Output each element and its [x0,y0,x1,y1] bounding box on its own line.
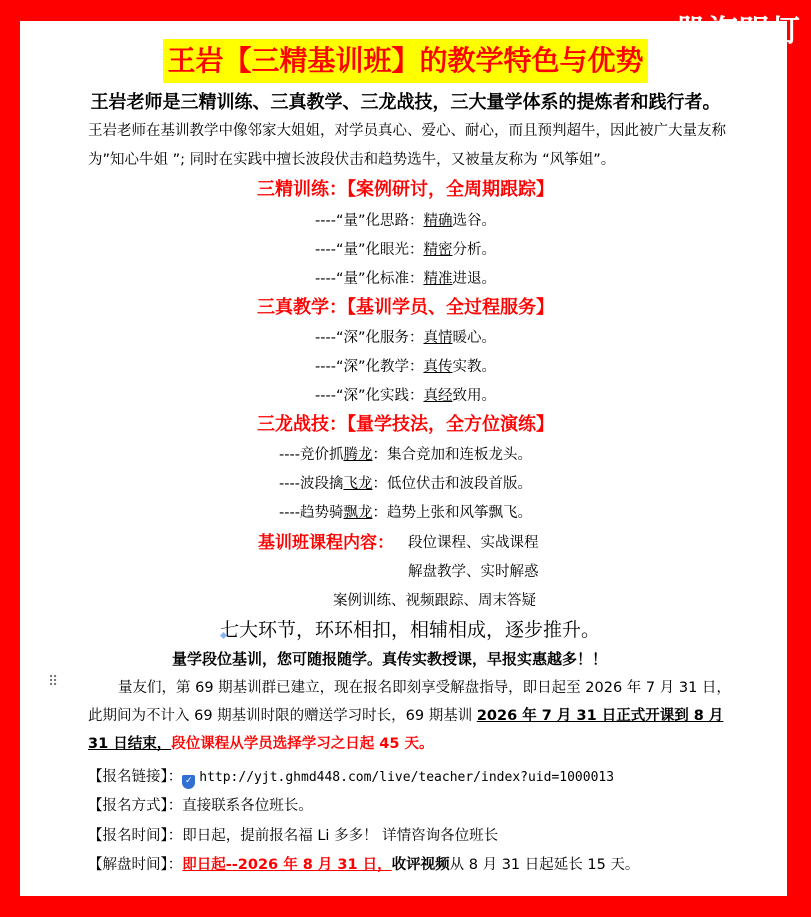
section-item: ----“深”化服务：真情暖心。 [315,330,496,346]
section-heading: 三精训练：【案例研讨，全周期跟踪】 [257,179,554,200]
course-title: 基训班课程内容： [258,533,394,553]
jiepan-time-row: 【解盘时间】：即日起--2026 年 8 月 31 日，收评视频从 8 月 31 日起延长 15 天。 [88,857,640,873]
signup-method-row: 【报名方式】：直接联系各位班长。 [88,798,313,814]
signup-time-row: 【报名时间】：即日起，提前报名福 Li 多多！ 详情咨询各位班长 [88,828,499,844]
subtitle: 王岩老师是三精训练、三真教学、三龙战技，三大量学体系的提炼者和践行者。 [90,92,721,113]
section-heading: 三真教学：【基训学员、全过程服务】 [257,297,554,318]
section-item: ----“深”化实践：真经致用。 [315,388,496,404]
intro-paragraph: 王岩老师在基训教学中像邻家大姐姐，对学员真心、爱心、耐心，而且预判超牛，因此被广大量友称为”知心牛姐 ”; 同时在实践中擅长波段伏击和趋势选牛，又被量友称为 “风筝姐”。 [88,123,726,168]
seven-steps-line: 七大环节，环环相扣，相辅相成，逐步推升。 [220,619,601,641]
section-item: ----波段擒飞龙：低位伏击和波段首版。 [279,476,532,492]
course-line: 段位课程、实战课程 [408,535,539,551]
title-wrap [0,39,811,83]
section-item: ----“量”化眼光：精密分析。 [315,242,496,258]
section-item: ----“深”化教学：真传实教。 [315,359,496,375]
page-title: 王岩【三精基训班】的教学特色与优势 [163,39,647,83]
shield-icon: ✓ [182,775,195,789]
course-line: 案例训练、视频跟踪、周末答疑 [333,593,536,609]
watermark: 股海明灯 [677,14,801,49]
drag-handle-icon[interactable]: ⠿ [48,674,59,690]
announcement-paragraph: 量友们，第 69 期基训群已建立，现在报名即刻享受解盘指导，即日起至 2026 年 7 月 31 日，此期间为不计入 69 期基训时限的赠送学习时长，69 期基训 2026 年 7 月 31 日正式开课到 8 月 31 日结束，段位课程从学员选择学习之日起 45 天。 [88,680,731,752]
signup-link[interactable]: http://yjt.ghmd448.com/live/teacher/index?uid=1000013 [199,770,615,785]
section-item: ----竞价抓腾龙：集合竞加和连板龙头。 [279,447,532,463]
signup-link-row: 【报名链接】： ✓ http://yjt.ghmd448.com/live/teacher/index?uid=1000013 [88,765,614,789]
slogan-line: 量学段位基训，您可随报随学。真传实教授课，早报实惠越多！！ [172,650,608,668]
section-item: ----“量”化标准：精准进退。 [315,271,496,287]
section-item: ----“量”化思路：精确选谷。 [315,213,496,229]
section-heading: 三龙战技：【量学技法，全方位演练】 [257,414,554,435]
section-item: ----趋势骑飘龙：趋势上张和风筝飘飞。 [279,505,532,521]
course-line: 解盘教学、实时解惑 [408,564,539,580]
